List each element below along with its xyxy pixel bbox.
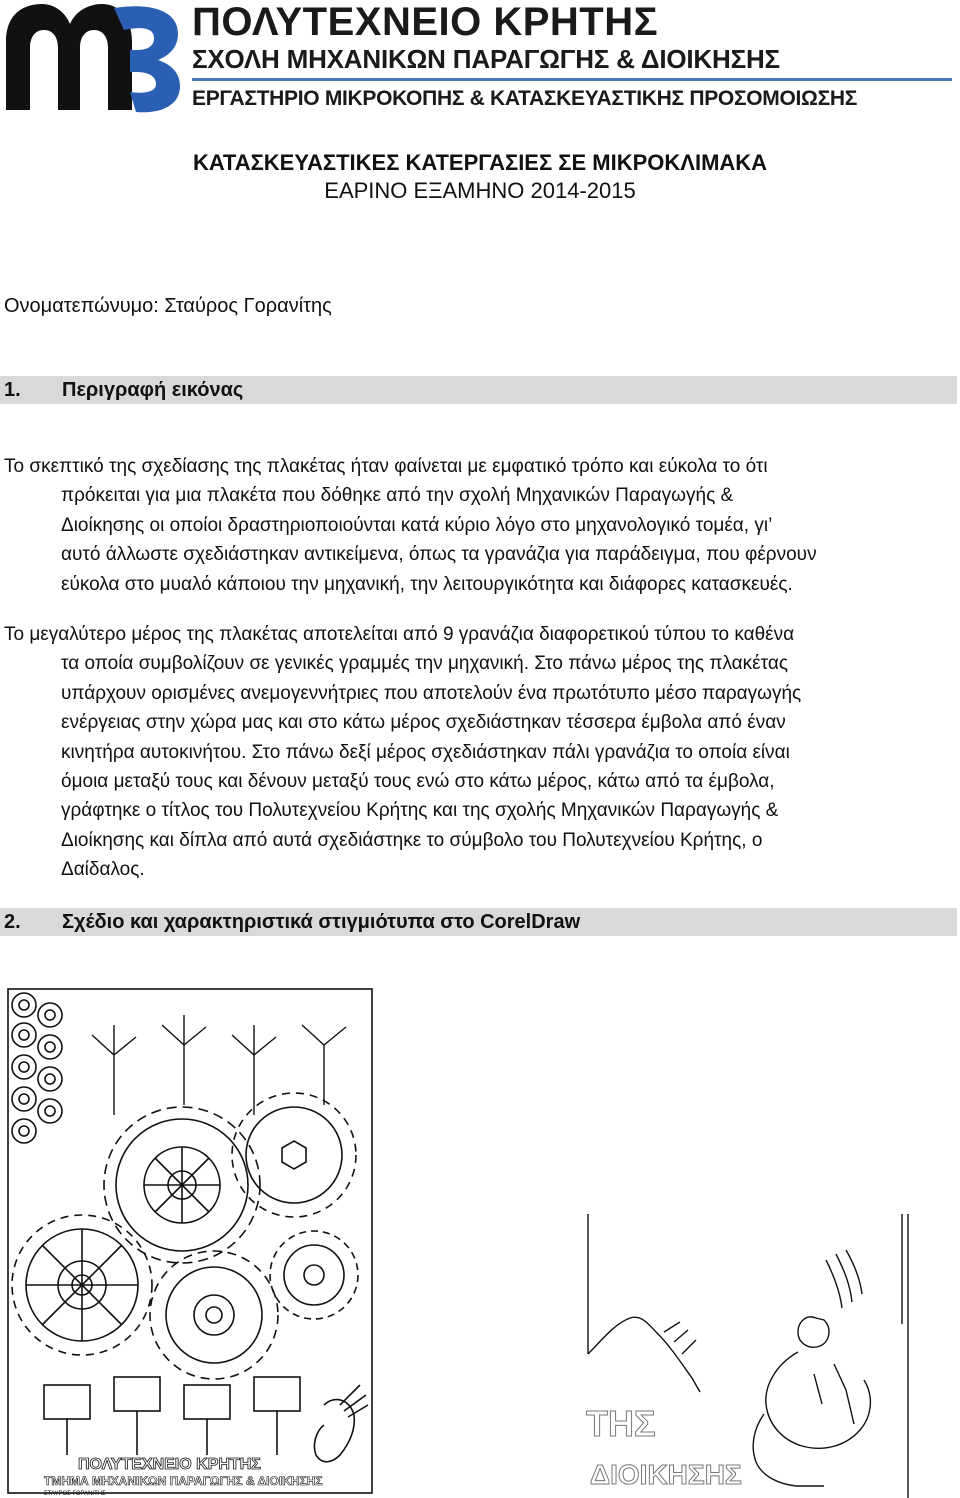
lab-name: ΕΡΓΑΣΤΗΡΙΟ ΜΙΚΡΟΚΟΠΗΣ & ΚΑΤΑΣΚΕΥΑΣΤΙΚΗΣ ΠΡΟΣΟΜΟΙΩΣΗΣ xyxy=(192,87,858,110)
paragraph-2 xyxy=(4,620,954,885)
large-gear xyxy=(104,1107,260,1263)
section-2-header xyxy=(0,908,957,936)
stepped-outline xyxy=(588,1317,700,1392)
university-logo xyxy=(4,2,180,114)
paragraph-line: αυτό άλλωστε σχεδιάστηκαν αντικείμενα, όπως τα γρανάζια για παράδειγμα, που φέρνουν xyxy=(61,544,817,566)
section-2-number: 2. xyxy=(4,911,21,933)
plaque-caption-line-2: ΤΜΗΜΑ ΜΗΧΑΝΙΚΩΝ ΠΑΡΑΓΩΓΗΣ & ΔΙΟΙΚΗΣΗΣ xyxy=(44,1474,323,1488)
plaque-drawing-figure xyxy=(4,985,376,1497)
paragraph-line: γράφτηκε ο τίτλος του Πολυτεχνείου Κρήτης και της σχολής Μηχανικών Παραγωγής & xyxy=(61,800,779,822)
section-2-heading: Σχέδιο και χαρακτηριστικά στιγμιότυπα στο CorelDraw xyxy=(62,911,581,933)
paragraph-line: Το σκεπτικό της σχεδίασης της πλακέτας ήταν φαίνεται με εμφατικό τρόπο και εύκολα το ότι xyxy=(4,456,768,477)
paragraph-line: όμοια μεταξύ τους και δένουν μεταξύ τους ενώ στο κάτω μέρος, κάτω από τα έμβολα, xyxy=(61,770,775,792)
logo-m-shape xyxy=(6,4,132,110)
course-title: ΚΑΤΑΣΚΕΥΑΣΤΙΚΕΣ ΚΑΤΕΡΓΑΣΙΕΣ ΣΕ ΜΙΚΡΟΚΛΙΜΑΚΑ xyxy=(192,150,768,175)
right-gear xyxy=(232,1093,356,1217)
paragraph-line: εύκολα στο μυαλό κάποιου την μηχανική, την λειτουργικότητα και διάφορες κατασκευές. xyxy=(61,573,793,595)
detail-drawing-figure xyxy=(584,1214,914,1498)
detail-text-line-1: ΤΗΣ xyxy=(586,1403,656,1444)
semester-title: ΕΑΡΙΝΟ ΕΞΑΜΗΝΟ 2014-2015 xyxy=(324,178,636,203)
plaque-caption-line-1: ΠΟΛΥΤΕΧΝΕΙΟ ΚΡΗΤΗΣ xyxy=(78,1456,261,1473)
paragraph-1 xyxy=(4,452,954,599)
left-gear xyxy=(12,1215,152,1355)
header-divider xyxy=(192,78,952,81)
student-name-line: Ονοματεπώνυμο: Σταύρος Γορανίτης xyxy=(4,295,332,317)
wind-turbines xyxy=(92,1015,346,1115)
paragraph-line: Το μεγαλύτερο μέρος της πλακέτας αποτελείται από 9 γρανάζια διαφορετικού τύπου το καθένα xyxy=(4,624,795,645)
plaque-border xyxy=(8,989,372,1493)
institution-name: ΠΟΛΥΤΕΧΝΕΙΟ ΚΡΗΤΗΣ xyxy=(192,0,659,44)
paragraph-line: Διοίκησης οι οποίοι δραστηριοποιούνται κατά κύριο λόγο στο μηχανολογικό τομέα, γι’ xyxy=(61,514,773,536)
school-name: ΣΧΟΛΗ ΜΗΧΑΝΙΚΩΝ ΠΑΡΑΓΩΓΗΣ & ΔΙΟΙΚΗΣΗΣ xyxy=(192,44,780,74)
lower-right-gear xyxy=(270,1231,358,1319)
center-gear xyxy=(150,1251,278,1379)
letterhead xyxy=(0,0,960,118)
daedalus-figure-small xyxy=(314,1385,368,1462)
section-1-heading: Περιγραφή εικόνας xyxy=(62,379,244,401)
plaque-caption-line-3: ΣΤΑΥΡΟΣ ΓΟΡΑΝΙΤΗΣ xyxy=(44,1491,106,1497)
paragraph-line: Διοίκησης και δίπλα από αυτά σχεδιάστηκε το σύμβολο του Πολυτεχνείου Κρήτης, ο xyxy=(61,829,763,851)
paragraph-line: πρόκειται για μια πλακέτα που δόθηκε από την σχολή Μηχανικών Παραγωγής & xyxy=(61,485,734,507)
pistons xyxy=(44,1377,300,1455)
paragraph-line: κινητήρα αυτοκινήτου. Στο πάνω δεξί μέρος σχεδιάστηκαν πάλι γρανάζια το οποία είναι xyxy=(61,741,790,763)
section-1-header xyxy=(0,376,957,404)
section-1-number: 1. xyxy=(4,379,21,401)
detail-text-line-2: ΔΙΟΙΚΗΣΗΣ xyxy=(590,1459,742,1490)
paragraph-line: τα οποία συμβολίζουν σε γενικές γραμμές την μηχανική. Στο πάνω μέρος της πλακέτας xyxy=(61,653,789,675)
small-gear-column xyxy=(12,993,62,1143)
paragraph-line: Δαίδαλος. xyxy=(61,859,145,881)
paragraph-line: ενέργειας στην χώρα μας και στο κάτω μέρος σχεδιάστηκαν τέσσερα έμβολα από έναν xyxy=(61,712,786,734)
daedalus-figure-large xyxy=(753,1250,870,1486)
paragraph-line: υπάρχουν ορισμένες ανεμογεννήτριες που αποτελούν ένα πρωτότυπο μέσο παραγωγής xyxy=(61,682,802,704)
